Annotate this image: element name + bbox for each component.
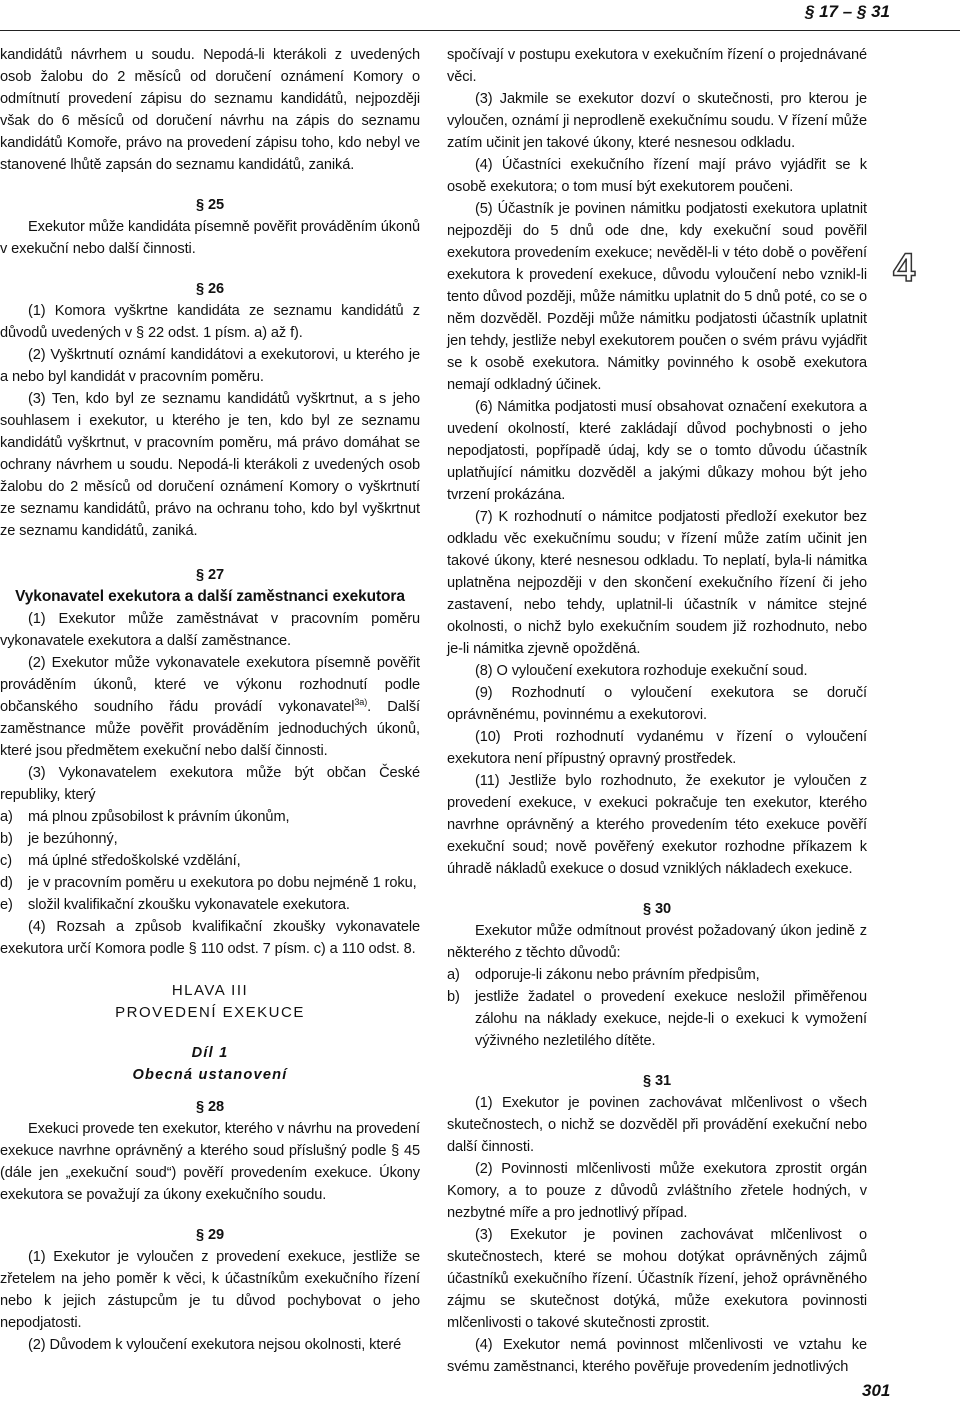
paragraph: (11) Jestliže bylo rozhodnuto, že exekutor je vyloučen z provedení exekuce, v exekuci pokračuje ten exekutor, kterého navrhne oprávněný a kterého provedením této exekuce pověří exekuční soud; nově pověřený exekutor rozhodne příkazem k úhradě nákladů exekuce o dosud vzniklých nákladech exekuce. — [447, 773, 867, 877]
header-divider — [0, 30, 960, 31]
list-item-text: odporuje-li zákonu nebo právním předpisům, — [475, 967, 760, 983]
list-item — [0, 850, 420, 872]
paragraph: (9) Rozhodnutí o vyloučení exekutora se doručí oprávněnému, povinnému a exekutorovi. — [447, 685, 867, 723]
right-column — [447, 44, 867, 1378]
paragraph: spočívají v postupu exekutora v exekučním řízení o projednávané věci. — [447, 47, 867, 85]
list-item-text: složil kvalifikační zkoušku vykonavatele exekutora. — [28, 897, 350, 913]
paragraph: (6) Námitka podjatosti musí obsahovat označení exekutora a uvedení okolností, které zakládají důvod pochybnosti o jeho nepodjatosti, popřípadě údaj, kdy se o tomto důvodu účastník uplatňující námitku dozvěděl a jakými důkazy mohou být jeho tvrzení prokázána. — [447, 399, 867, 503]
paragraph: Exekutor může odmítnout provést požadovaný úkon jedině z některého z těchto důvodů: — [447, 923, 867, 961]
part-title: Obecná ustanovení — [132, 1067, 288, 1083]
section-heading-25: § 25 — [195, 197, 224, 213]
paragraph: (7) K rozhodnutí o námitce podjatosti předloží exekutor bez odkladu věc exekučnímu soudu; v řízení může zatím učinit jen takové úkony, které nesnesou odkladu. To neplatí, byla-li námitka uplatněna nejpozději v den skončení exekučního řízení či jeho zastavení, nebo tehdy, uplatnil-li účastník v námitce stejné okolnosti, o nichž bylo exekučním soudem již rozhodnuto, nebo je-li námitka zjevně opožděná. — [447, 509, 867, 657]
list-item-text: má úplné středoškolské vzdělání, — [28, 853, 241, 869]
list-item-text: je bezúhonný, — [28, 831, 118, 847]
paragraph: (4) Exekutor nemá povinnost mlčenlivosti ve vztahu ke svému zaměstnanci, kterého pověřuje provedením jednotlivých — [447, 1337, 867, 1375]
list-item-text: je v pracovním poměru u exekutora po dobu nejméně 1 roku, — [28, 875, 417, 891]
list-section-27 — [0, 806, 420, 916]
paragraph: (2) Vyškrtnutí oznámí kandidátovi a exekutorovi, u kterého je a nebo byl kandidát v pracovním poměru. — [0, 347, 420, 385]
section-heading-29: § 29 — [195, 1227, 224, 1243]
paragraph-text: . Další zaměstnance může pověřit prováděním jednoduchých úkonů, které jsou předmětem exekuční nebo další činnosti. — [0, 699, 420, 759]
section-heading-28: § 28 — [195, 1099, 224, 1115]
paragraph: (3) Vykonavatelem exekutora může být občan České republiky, který — [0, 765, 420, 803]
paragraph: (2) Důvodem k vyloučení exekutora nejsou okolnosti, které — [28, 1337, 402, 1353]
paragraph: (1) Komora vyškrtne kandidáta ze seznamu kandidátů z důvodů uvedených v § 22 odst. 1 písm. a) až f). — [0, 303, 420, 341]
section-heading-26: § 26 — [195, 281, 224, 297]
list-item-label: a) — [447, 967, 460, 983]
paragraph: (3) Exekutor je povinen zachovávat mlčenlivost o skutečnostech, které se mohou dotýkat oprávněných zájmů účastníků exekučního řízení. Účastník řízení, jehož oprávněného zájmu se skutečnost dotýká, může exekutora povinnosti mlčenlivosti o takové skutečnosti zprostit. — [447, 1227, 867, 1331]
list-item-label: e) — [0, 897, 13, 913]
paragraph: (1) Exekutor může zaměstnávat v pracovním poměru vykonavatele exekutora a další zaměstnance. — [0, 611, 420, 649]
list-item — [0, 894, 420, 916]
section-heading-31: § 31 — [642, 1073, 671, 1089]
paragraph: (3) Ten, kdo byl ze seznamu kandidátů vyškrtnut, a s jeho souhlasem i exekutor, u kterého je ten, kdo byl ze seznamu kandidátů vyškrtnut, v pracovním poměru, má právo domáhat se ochrany návrhem u soudu. Nepodá-li kterákoli z uvedených osob žalobu do 2 měsíců od doručení oznámení Komory o vyškrtnutí ze seznamu kandidátů, právo na ochranu toho, kdo byl vyškrtnut ze seznamu kandidátů, zaniká. — [0, 391, 420, 539]
left-column — [0, 44, 420, 1356]
list-item-text: má plnou způsobilost k právním úkonům, — [28, 809, 290, 825]
paragraph: (1) Exekutor je povinen zachovávat mlčenlivost o všech skutečnostech, o nichž se dozvěděl při provádění exekuční nebo další činnosti. — [447, 1095, 867, 1155]
paragraph: (5) Účastník je povinen námitku podjatosti exekutora uplatnit nejpozději do 5 dnů ode dne, kdy exekuční soud pověřil exekutora provedením exekuce; nevěděl-li v této době o pověření exekutora k provedení exekuce, důvodu vyloučení nebo vznikl-li tento důvod později, může námitku uplatnit do 5 dnů poté, co se o něm dozvěděl. Později může námitku podjatosti účastník uplatnit jen tehdy, jestliže nebyl exekutorem poučen o svém právu vyjádřit se k osobě exekutora. Námitky povinného k osobě exekutora nemají odkladný účinek. — [447, 201, 867, 393]
paragraph: (8) O vyloučení exekutora rozhoduje exekuční soud. — [475, 663, 808, 679]
paragraph: (1) Exekutor je vyloučen z provedení exekuce, jestliže se zřetelem na jeho poměr k věci, k účastníkům exekučního řízení nebo k jejich zástupcům je tu důvod pochybovat o jeho nepodjatosti. — [0, 1249, 420, 1331]
paragraph: (4) Účastníci exekučního řízení mají právo vyjádřit se k osobě exekutora; o tom musí být exekutorem poučeni. — [447, 157, 867, 195]
page-header-section-range: § 17 – § 31 — [804, 2, 890, 21]
list-section-30 — [447, 964, 867, 1052]
paragraph — [0, 652, 420, 762]
list-item — [447, 964, 867, 986]
chapter-title: PROVEDENÍ EXEKUCE — [115, 1004, 305, 1021]
paragraph: kandidátů návrhem u soudu. Nepodá-li kterákoli z uvedených osob žalobu do 2 měsíců od doručení oznámení Komory o odmítnutí provedení zápisu do seznamu kandidátů, nejpozději však do 6 měsíců od doručení návrhu na zápis do seznamu kandidátů Komoře, právo na provedení zápisu toho, kdo nebyl ve stanovené lhůtě zapsán do seznamu kandidátů, zaniká. — [0, 47, 420, 173]
paragraph: (10) Proti rozhodnutí vydanému v řízení o vyloučení exekutora není přípustný opravný prostředek. — [447, 729, 867, 767]
list-item-label: a) — [0, 809, 13, 825]
part-heading: Díl 1 — [191, 1045, 229, 1061]
page-number: 301 — [862, 1381, 891, 1400]
list-item-label: d) — [0, 875, 13, 891]
section-heading-30: § 30 — [642, 901, 671, 917]
footnote-ref: 3a) — [354, 697, 368, 708]
paragraph: Exekuci provede ten exekutor, kterého v návrhu na provedení exekuce navrhne oprávněný a kterého soud příslušný podle § 45 (dále jen „exekuční soud“) pověří provedením exekuce. Úkony exekutora se považují za úkony exekučního soudu. — [0, 1121, 420, 1203]
section-heading-27: § 27 — [195, 567, 224, 583]
paragraph-text: (2) Exekutor může vykonavatele exekutora písemně pověřit prováděním úkonů, které ve výkonu rozhodnutí podle občanského soudního řádu provádí vykonavatel — [0, 655, 420, 715]
list-item-label: b) — [0, 831, 13, 847]
paragraph: Exekutor může kandidáta písemně pověřit prováděním úkonů v exekuční nebo další činnosti. — [0, 219, 420, 257]
list-item — [0, 828, 420, 850]
list-item-label: b) — [447, 989, 460, 1005]
list-item-label: c) — [0, 853, 12, 869]
paragraph: (4) Rozsah a způsob kvalifikační zkoušky vykonavatele exekutora určí Komora podle § 110 odst. 7 písm. c) a 110 odst. 8. — [0, 919, 420, 957]
list-item — [0, 806, 420, 828]
chapter-tab-number: 4 — [893, 246, 916, 290]
list-item — [0, 872, 420, 894]
section-title-27: Vykonavatel exekutora a další zaměstnanci exekutora — [15, 588, 405, 605]
paragraph: (2) Povinnosti mlčenlivosti může exekutora zprostit orgán Komory, a to pouze z důvodů zvláštního zřetele hodných, v nezbytné míře a pro jednotlivý případ. — [447, 1161, 867, 1221]
list-item-text: jestliže žadatel o provedení exekuce nesložil přiměřenou zálohu na náklady exekuce, nejde-li o exekuci k vymožení výživného nezletilého dítěte. — [475, 989, 867, 1049]
list-item — [447, 986, 867, 1052]
paragraph: (3) Jakmile se exekutor dozví o skutečnosti, pro kterou je vyloučen, oznámí ji neprodleně exekučnímu soudu. V řízení může zatím učinit jen takové úkony, které nesnesou odkladu. — [447, 91, 867, 151]
chapter-heading: HLAVA III — [171, 982, 249, 999]
